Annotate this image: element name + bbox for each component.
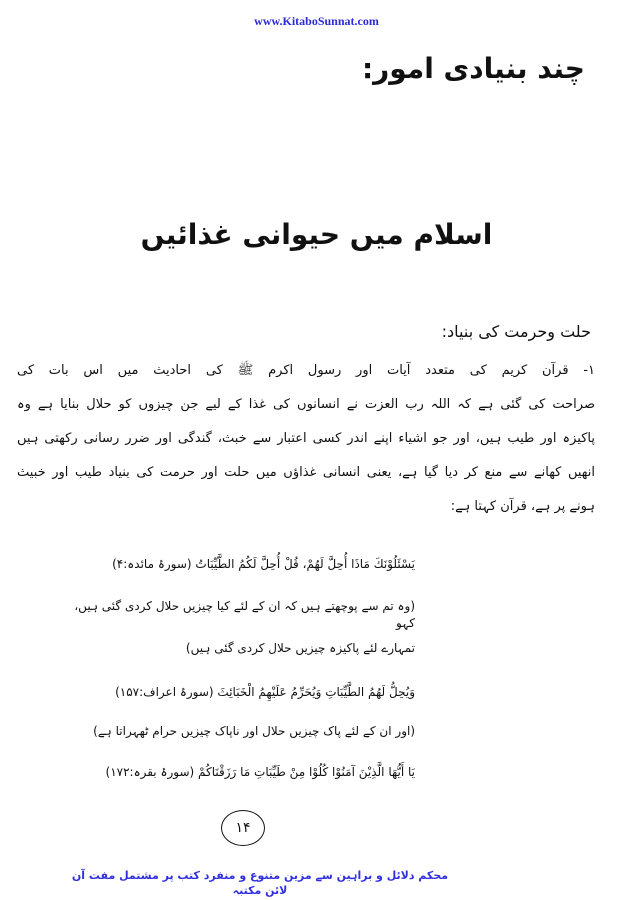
paragraph-line: ہونے پر ہے، قرآن کہتا ہے: xyxy=(450,499,595,514)
verse-line: يَسْئَلُوْنَكَ مَاذَا أُحِلَّ لَهُمْ، قُلْ أُحِلَّ لَكُمُ الطَّيِّبَاتُ (سورۂ مائدہ:۴) xyxy=(112,557,415,571)
subheading: حلت وحرمت کی بنیاد: xyxy=(441,322,591,341)
chapter-title: اسلام میں حیوانی غذائیں xyxy=(140,218,493,251)
paragraph-line: انھیں کھانے سے منع کر دیا گیا ہے، یعنی انسانی غذاؤں میں حلت اور حرمت کی بنیاد طیب اور خبیث xyxy=(17,465,595,480)
footer-tagline: محکم دلائل و براہین سے مزین متنوع و منفرد کتب پر مشتمل مفت آن لائن مکتبہ xyxy=(71,869,449,897)
verse-translation-line: تمہارے لئے پاکیزہ چیزیں حلال کردی گئی ہیں) xyxy=(185,641,415,655)
verse-line: وَيُحِلُّ لَهُمُ الطَّيِّبَاتِ وَيُحَرِّمُ عَلَيْهِمُ الْخَبَائِثَ (سورۂ اعراف:۱۵۷) xyxy=(115,685,415,699)
page-number: ۱۴ xyxy=(221,810,265,846)
paragraph-line: صراحت کی گئی ہے کہ اللہ رب العزت نے انسانوں کی غذا کے لیے جن چیزوں کو حلال بنایا ہے وہ xyxy=(17,397,595,412)
verse-translation-line: (اور ان کے لئے پاک چیزیں حلال اور ناپاک چیزیں حرام ٹھہراتا ہے) xyxy=(93,724,415,738)
paragraph-line: پاکیزہ اور طیب ہیں، اور جو اشیاء اپنے اندر کسی اعتبار سے خبث، گندگی اور ضرر رسانی رکھتی ہیں xyxy=(17,431,595,446)
verse-translation-line: (وہ تم سے پوچھتے ہیں کہ ان کے لئے کیا چیزیں حلال کردی گئی ہیں، کہو xyxy=(74,599,415,630)
site-url-link[interactable]: www.KitaboSunnat.com xyxy=(254,14,379,28)
section-heading: چند بنیادی امور: xyxy=(361,52,585,85)
paragraph-line: ۱- قرآن کریم کی متعدد آیات اور رسول اکرم ﷺ کی احادیث میں اس بات کی xyxy=(17,363,595,378)
verse-line: يَا أَيُّهَا الَّذِيْنَ آمَنُوْا كُلُوْا مِنْ طَيِّبَاتِ مَا رَزَقْنَاكُمْ (سورۂ بقرہ:۱۷۲) xyxy=(105,765,415,779)
